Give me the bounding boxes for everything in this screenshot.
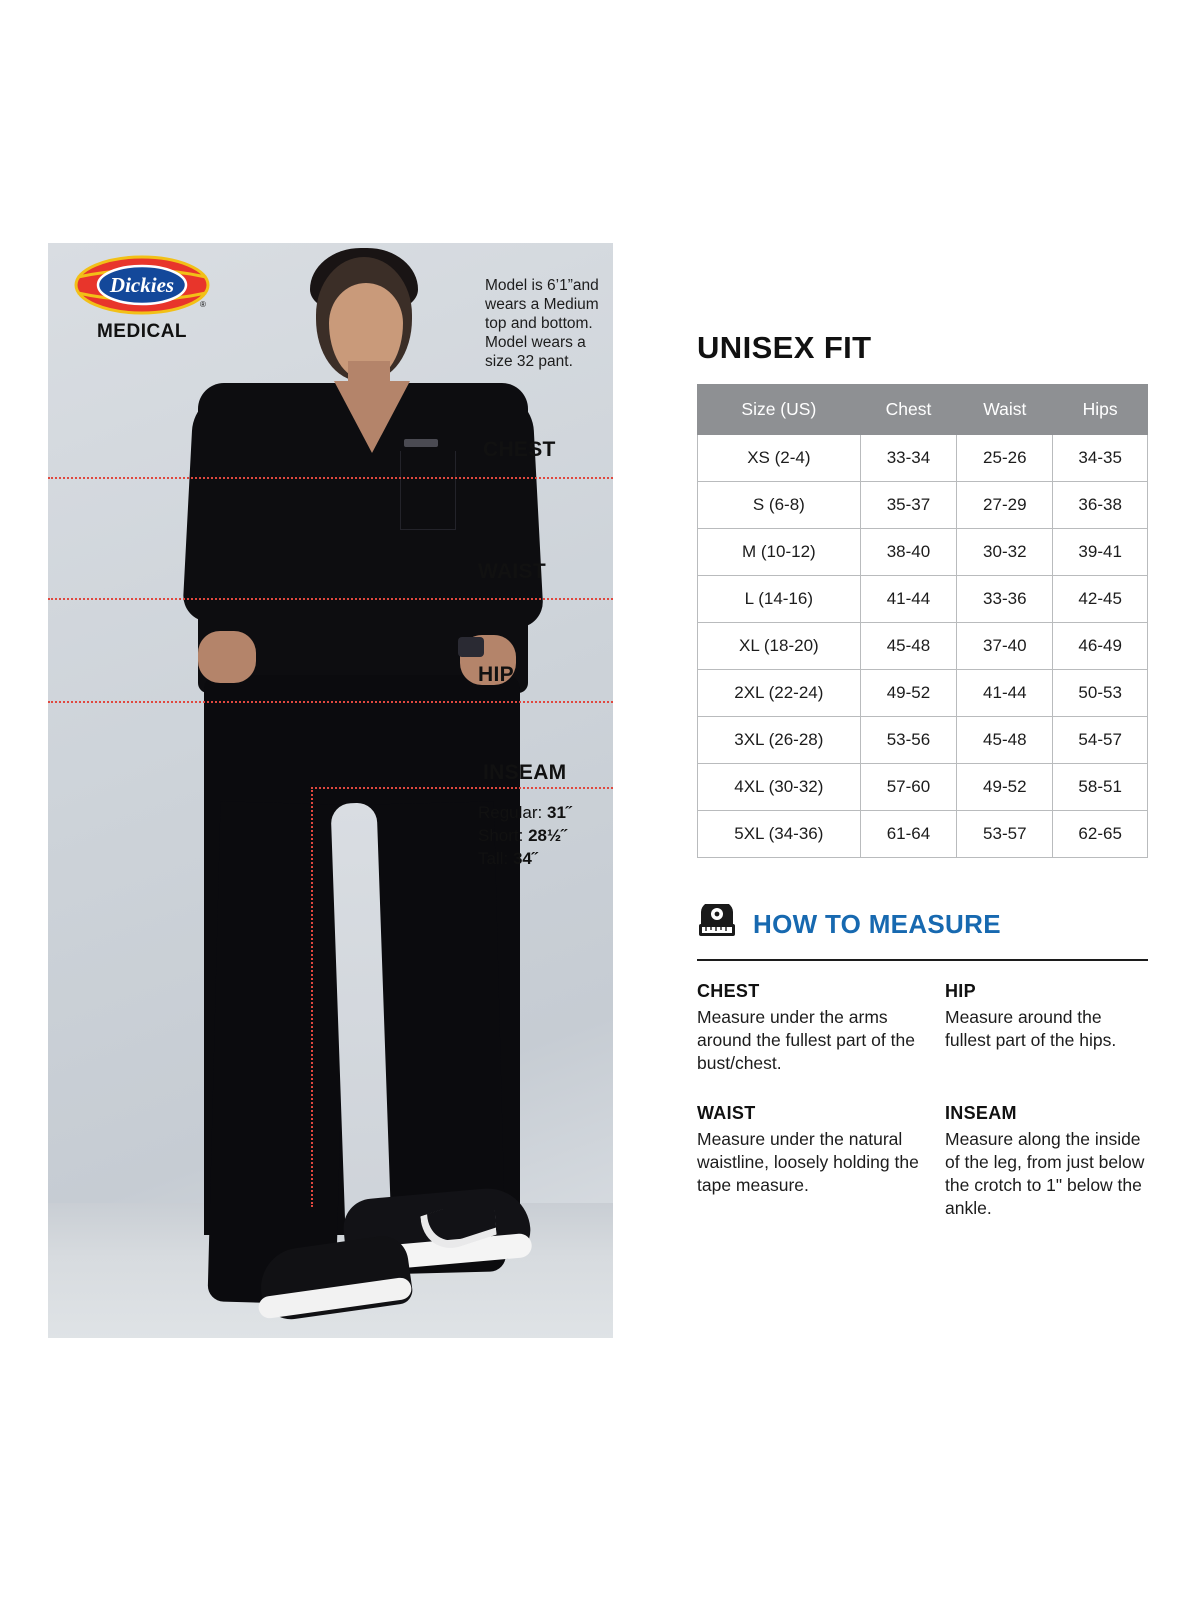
callout-waist-line [48, 598, 613, 600]
cell-hips: 58-51 [1053, 764, 1148, 811]
measure-desc-chest: Measure under the arms around the fullest part of the bust/chest. [697, 1007, 915, 1073]
cell-waist: 33-36 [957, 576, 1053, 623]
table-row [698, 764, 1148, 811]
callout-waist-label: WAIST [478, 560, 546, 583]
column-header-waist: Waist [957, 385, 1053, 435]
inseam-regular-label: Regular: [478, 803, 543, 822]
page-title: UNISEX FIT [697, 330, 872, 365]
tape-measure-icon [697, 904, 741, 945]
table-row [698, 670, 1148, 717]
cell-hips: 46-49 [1053, 623, 1148, 670]
inseam-length-list [478, 801, 572, 870]
dickies-brand-logo [62, 255, 222, 343]
cell-size: 3XL (26-28) [698, 717, 861, 764]
svg-text:Dickies: Dickies [109, 273, 175, 297]
column-header-hips: Hips [1053, 385, 1148, 435]
cell-chest: 57-60 [860, 764, 957, 811]
inseam-tall-value: 34˝ [512, 849, 538, 868]
callout-inseam-vertical-line [311, 787, 313, 1207]
cell-hips: 36-38 [1053, 482, 1148, 529]
measure-term-waist: WAIST [697, 1103, 756, 1123]
cell-hips: 54-57 [1053, 717, 1148, 764]
cell-hips: 39-41 [1053, 529, 1148, 576]
inseam-short-row [478, 824, 572, 847]
how-to-measure-section [697, 904, 1152, 1220]
inseam-regular-row [478, 801, 572, 824]
callout-hip-label: HIP [478, 663, 514, 686]
measure-term-inseam: INSEAM [945, 1103, 1017, 1123]
callout-hip-line [48, 701, 613, 703]
cell-hips: 50-53 [1053, 670, 1148, 717]
table-row [698, 529, 1148, 576]
cell-waist: 53-57 [957, 811, 1053, 858]
measure-term-chest: CHEST [697, 981, 760, 1001]
how-to-measure-title: HOW TO MEASURE [753, 909, 1001, 939]
size-chart-table [697, 384, 1148, 858]
callout-inseam-label: INSEAM [483, 761, 567, 784]
cell-chest: 41-44 [860, 576, 957, 623]
inseam-tall-row [478, 847, 572, 870]
cell-size: S (6-8) [698, 482, 861, 529]
cell-waist: 30-32 [957, 529, 1053, 576]
cell-chest: 49-52 [860, 670, 957, 717]
size-chart-panel [697, 330, 1152, 1220]
section-divider [697, 959, 1148, 961]
callout-chest-label: CHEST [483, 438, 556, 461]
cell-waist: 25-26 [957, 435, 1053, 482]
callout-inseam-line [311, 787, 613, 789]
cell-size: XS (2-4) [698, 435, 861, 482]
measure-item-inseam [945, 1103, 1148, 1220]
dickies-medical-wordmark: MEDICAL [96, 321, 188, 342]
table-row [698, 482, 1148, 529]
cell-waist: 41-44 [957, 670, 1053, 717]
callout-chest-line [48, 477, 613, 479]
cell-size: 2XL (22-24) [698, 670, 861, 717]
table-row [698, 435, 1148, 482]
cell-waist: 45-48 [957, 717, 1053, 764]
cell-chest: 38-40 [860, 529, 957, 576]
table-row [698, 623, 1148, 670]
chest-pocket [400, 451, 456, 530]
measure-term-hip: HIP [945, 981, 976, 1001]
measure-item-chest [697, 981, 945, 1075]
cell-hips: 62-65 [1053, 811, 1148, 858]
cell-size: 5XL (34-36) [698, 811, 861, 858]
measure-item-waist [697, 1103, 945, 1220]
how-to-measure-header [697, 904, 1152, 945]
model-photo-panel [48, 243, 613, 1338]
model-hand-left [198, 631, 256, 683]
cell-waist: 37-40 [957, 623, 1053, 670]
how-to-measure-items [697, 981, 1152, 1220]
cell-size: L (14-16) [698, 576, 861, 623]
table-row [698, 717, 1148, 764]
measure-desc-waist: Measure under the natural waistline, loosely holding the tape measure. [697, 1129, 919, 1195]
svg-text:®: ® [200, 300, 206, 309]
v-neck-collar [334, 381, 410, 453]
measure-item-hip [945, 981, 1148, 1075]
size-chart-body [698, 435, 1148, 858]
cell-chest: 33-34 [860, 435, 957, 482]
cell-chest: 61-64 [860, 811, 957, 858]
table-header-row [698, 385, 1148, 435]
cell-size: 4XL (30-32) [698, 764, 861, 811]
table-row [698, 811, 1148, 858]
pant-leg-left [207, 801, 348, 1304]
cell-hips: 34-35 [1053, 435, 1148, 482]
measure-desc-hip: Measure around the fullest part of the hips. [945, 1007, 1117, 1050]
dickies-logo-icon [74, 255, 210, 315]
column-header-size: Size (US) [698, 385, 861, 435]
cell-chest: 53-56 [860, 717, 957, 764]
model-note-text: Model is 6’1”and wears a Medium top and bottom. Model wears a size 32 pant. [485, 277, 599, 370]
inseam-tall-label: Tall: [478, 849, 509, 868]
cell-size: XL (18-20) [698, 623, 861, 670]
cell-size: M (10-12) [698, 529, 861, 576]
inseam-short-value: 28½˝ [528, 826, 567, 845]
inseam-short-label: Short: [478, 826, 524, 845]
table-row [698, 576, 1148, 623]
cell-waist: 27-29 [957, 482, 1053, 529]
cell-chest: 35-37 [860, 482, 957, 529]
chest-logo-tag [404, 439, 438, 447]
column-header-chest: Chest [860, 385, 957, 435]
inseam-regular-value: 31˝ [547, 803, 572, 822]
cell-hips: 42-45 [1053, 576, 1148, 623]
cell-waist: 49-52 [957, 764, 1053, 811]
measure-desc-inseam: Measure along the inside of the leg, from just below the crotch to 1" below the ankle. [945, 1129, 1145, 1218]
model-wristwatch [458, 637, 484, 657]
cell-chest: 45-48 [860, 623, 957, 670]
